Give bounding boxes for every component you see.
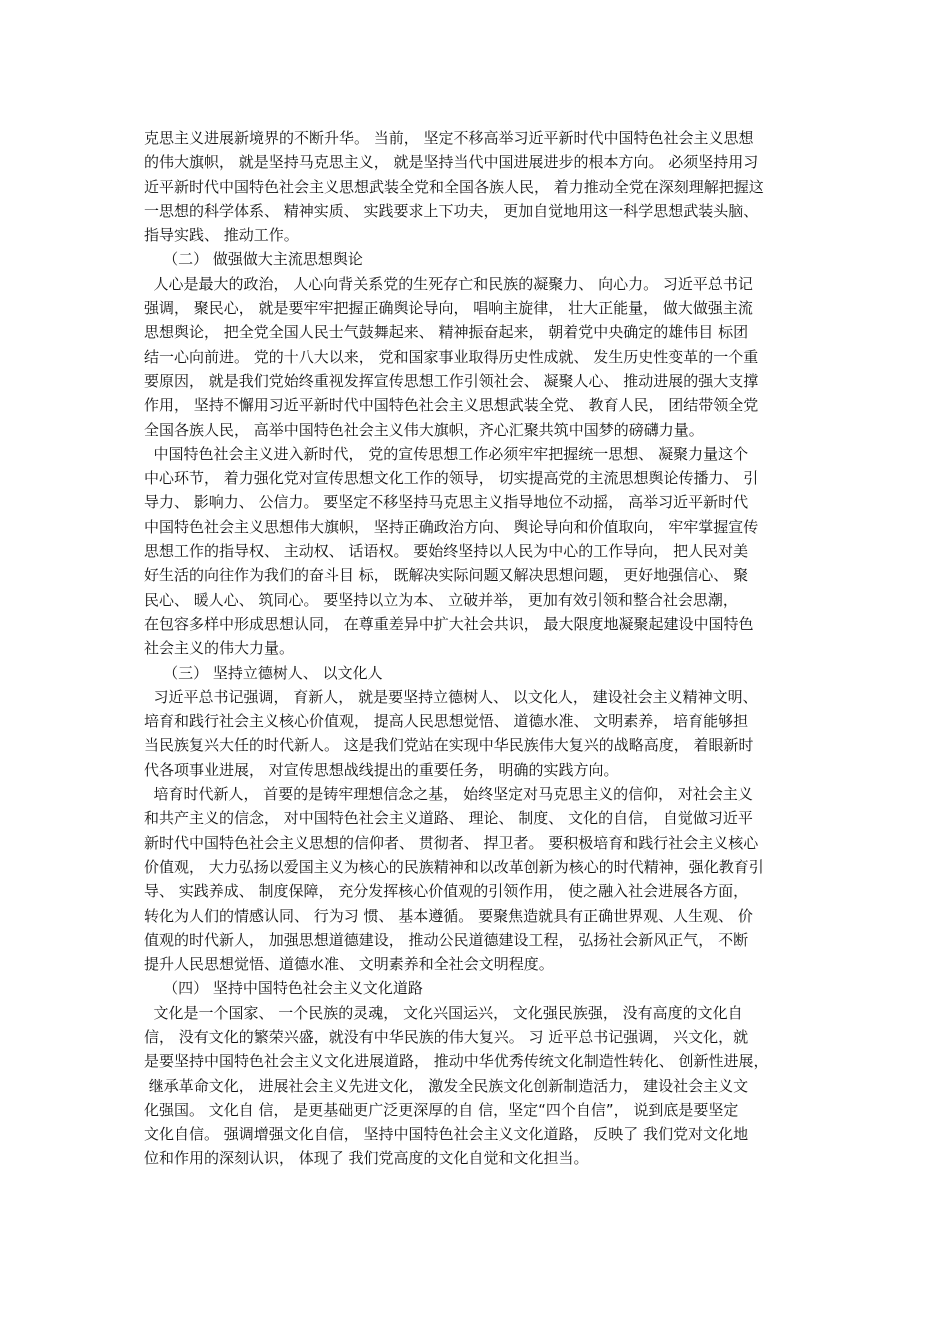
text-line: 导、 实践养成、 制度保障， 充分发挥核心价值观的引领作用， 使之融入社会进展各方面， xyxy=(144,882,749,901)
text-line: 中心环节， 着力强化党对宣传思想文化工作的领导， 切实提高党的主流思想舆论传播力、 引 xyxy=(144,469,759,488)
text-line: 习近平总书记强调， 育新人， 就是要坚持立德树人、 以文化人， 建设社会主义精神文明、 xyxy=(144,687,758,706)
text-line: 提升人民思想觉悟、道德水准、 文明素养和全社会文明程度。 xyxy=(144,955,554,974)
text-line: 当民族复兴大任的时代新人。 这是我们党站在实现中华民族伟大复兴的战略高度， 着眼新时 xyxy=(144,736,754,755)
text-line: 在包容多样中形成思想认同， 在尊重差异中扩大社会共识， 最大限度地凝聚起建设中国特色 xyxy=(144,614,754,633)
section-heading: （四） 坚持中国特色社会主义文化道路 xyxy=(144,979,423,998)
text-line: 中国特色社会主义进入新时代， 党的宣传思想工作必须牢牢把握统一思想、 凝聚力量这个 xyxy=(144,444,749,463)
text-line: 价值观， 大力弘扬以爱国主义为核心的民族精神和以改革创新为核心的时代精神，强化教育引 xyxy=(144,857,764,876)
text-line: 信， 没有文化的繁荣兴盛，就没有中华民族的伟大复兴。 习 近平总书记强调， 兴文化，就 xyxy=(144,1027,749,1046)
text-line: 是要坚持中国特色社会主义文化进展道路， 推动中华优秀传统文化制造性转化、 创新性进展， xyxy=(144,1052,769,1071)
section-heading: （三） 坚持立德树人、 以文化人 xyxy=(144,663,383,682)
text-line: 文化自信。 强调增强文化自信， 坚持中国特色社会主义文化道路， 反映了 我们党对文化地 xyxy=(144,1125,749,1144)
text-line: 克思主义进展新境界的不断升华。 当前， 坚定不移高举习近平新时代中国特色社会主义思想 xyxy=(144,129,754,147)
text-line: 要原因， 就是我们党始终重视发挥宣传思想工作引领社会、 凝聚人心、 推动进展的强大支撑 xyxy=(144,371,759,390)
text-line: 近平新时代中国特色社会主义思想武装全党和全国各族人民， 着力推动全党在深刻理解把握这 xyxy=(144,177,764,196)
text-line: 作用， 坚持不懈用习近平新时代中国特色社会主义思想武装全党、 教育人民， 团结带领全党 xyxy=(144,396,759,415)
text-line: 全国各族人民， 高举中国特色社会主义伟大旗帜，齐心汇聚共筑中国梦的磅礴力量。 xyxy=(144,420,704,439)
text-line: 培育和践行社会主义核心价值观， 提高人民思想觉悟、 道德水准、 文明素养， 培育能够担 xyxy=(144,712,749,731)
document-body xyxy=(144,126,816,1171)
text-line: 培育时代新人， 首要的是铸牢理想信念之基， 始终坚定对马克思主义的信仰， 对社会主义 xyxy=(144,785,753,804)
text-line: 化强国。 文化自 信， 是更基础更广泛更深厚的自 信，坚定“四个自信”， 说到底是要坚定 xyxy=(144,1100,739,1119)
text-line: 代各项事业进展， 对宣传思想战线提出的重要任务， 明确的实践方向。 xyxy=(144,760,619,779)
text-line: 值观的时代新人， 加强思想道德建设， 推动公民道德建设工程， 弘扬社会新风正气， 不断 xyxy=(144,930,749,949)
text-line: 结一心向前进。 党的十八大以来， 党和国家事业取得历史性成就、 发生历史性变革的一个重 xyxy=(144,347,759,366)
text-line: 好生活的向往作为我们的奋斗目 标， 既解决实际问题又解决思想问题， 更好地强信心、 聚 xyxy=(144,566,749,585)
text-line: 的伟大旗帜， 就是坚持马克思主义， 就是坚持当代中国进展进步的根本方向。 必须坚持用习 xyxy=(144,153,759,172)
text-line: 社会主义的伟大力量。 xyxy=(144,639,295,658)
text-line: 中国特色社会主义思想伟大旗帜， 坚持正确政治方向、 舆论导向和价值取向， 牢牢掌握宣传 xyxy=(144,517,759,536)
text-line: 指导实践、 推动工作。 xyxy=(144,226,299,245)
text-line: 一思想的科学体系、 精神实质、 实践要求上下功夫， 更加自觉地用这一科学思想武装头脑、 xyxy=(144,201,759,220)
text-line: 思想舆论， 把全党全国人民士气鼓舞起来、 精神振奋起来， 朝着党中央确定的雄伟目 标团 xyxy=(144,323,749,342)
text-line: 位和作用的深刻认识， 体现了 我们党高度的文化自觉和文化担当。 xyxy=(144,1149,589,1168)
text-line: 文化是一个国家、 一个民族的灵魂， 文化兴国运兴， 文化强民族强， 没有高度的文化自 xyxy=(144,1003,743,1022)
text-line: 导力、 影响力、 公信力。 要坚定不移坚持马克思主义指导地位不动摇， 高举习近平新时代 xyxy=(144,493,749,512)
text-line: 强调， 聚民心， 就是要牢牢把握正确舆论导向， 唱响主旋律， 壮大正能量， 做大做强主流 xyxy=(144,299,753,318)
text-line: 人心是最大的政治， 人心向背关系党的生死存亡和民族的凝聚力、 向心力。 习近平总书记 xyxy=(144,274,753,293)
text-line: 新时代中国特色社会主义思想的信仰者、 贯彻者、 捍卫者。 要积极培育和践行社会主义核心 xyxy=(144,833,759,852)
text-line: 继承革命文化， 进展社会主义先进文化， 激发全民族文化创新制造活力， 建设社会主义文 xyxy=(144,1076,749,1095)
text-line: 民心、 暖人心、 筑同心。 要坚持以立为本、 立破并举， 更加有效引领和整合社会思潮， xyxy=(144,590,738,609)
section-heading: （二） 做强做大主流思想舆论 xyxy=(144,250,363,269)
text-line: 和共产主义的信念， 对中国特色社会主义道路、 理论、 制度、 文化的自信， 自觉做习近平 xyxy=(144,809,753,828)
text-line: 转化为人们的情感认同、 行为习 惯、 基本遵循。 要聚焦造就具有正确世界观、人生观、 价 xyxy=(144,906,753,925)
text-line: 思想工作的指导权、 主动权、 话语权。 要始终坚持以人民为中心的工作导向， 把人民对美 xyxy=(144,542,749,561)
